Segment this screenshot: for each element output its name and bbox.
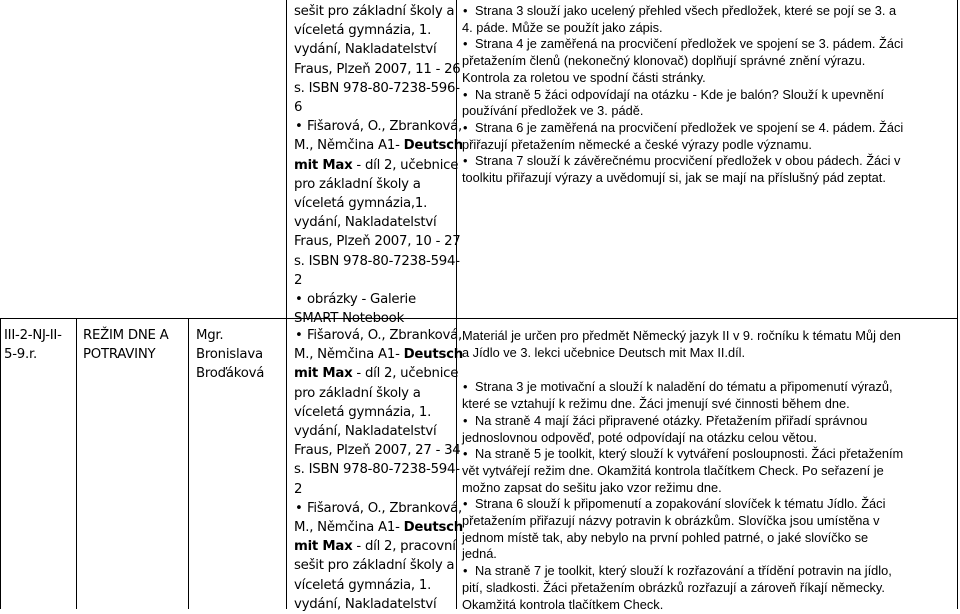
description-line: • Na straně 5 žáci odpovídají na otázku - Kde je balón? Slouží k upevnění	[462, 87, 956, 104]
table-divider	[76, 318, 77, 609]
materials-text: obrázky - Galerie	[307, 292, 416, 308]
description-line: • Strana 6 slouží k připomenutí a zopakování slovíček k tématu Jídlo. Žáci	[462, 496, 956, 513]
materials-text: vydání, Nakladatelství	[294, 215, 437, 231]
book-title-text: Deutsch	[403, 520, 464, 536]
materials-line	[294, 156, 459, 175]
materials-line	[294, 537, 454, 556]
materials-line	[294, 194, 454, 213]
description-line: jednoslovnou odpověď, poté odpovídají na otázku celou větou.	[462, 429, 818, 445]
intro-line: Materiál je určen pro předmět Německý jazyk II v 9. ročníku k tématu Můj den	[462, 328, 901, 343]
description-line: Okamžitá kontrola tlačítkem Check.	[462, 596, 664, 612]
intro-line: a Jídlo ve 3. lekci učebnice Deutsch mit Max II.díl.	[462, 344, 746, 360]
materials-line	[294, 117, 463, 136]
materials-line	[294, 556, 454, 575]
materials-line	[294, 460, 460, 479]
materials-line	[294, 252, 460, 271]
book-title-text: Deutsch	[403, 347, 464, 363]
materials-line	[294, 232, 461, 251]
spacer	[462, 361, 956, 379]
materials-text: pro základní školy a	[294, 385, 421, 401]
materials-line	[294, 364, 459, 383]
materials-text: - díl 2, učebnice	[352, 366, 459, 382]
materials-text: s. ISBN 978-80-7238-594-	[294, 462, 460, 478]
book-title-text: Deutsch	[403, 138, 464, 154]
lesson-title-cell	[83, 326, 187, 386]
materials-line	[294, 480, 454, 499]
book-title-text: mit Max	[294, 157, 353, 173]
materials-line	[294, 290, 454, 309]
materials-text: pro základní školy a	[294, 176, 421, 192]
materials-line	[294, 384, 454, 403]
author-name: Broďáková	[196, 366, 265, 382]
materials-line	[294, 403, 454, 422]
materials-text: SMART Notebook	[294, 311, 405, 327]
description-line: pití, sladkosti. Žáci přetažením obrázků rozřazují a zároveň říkají německy.	[462, 579, 885, 595]
materials-line	[294, 2, 454, 21]
description-line: • Strana 7 slouží k závěrečnému procvičení předložek v obou pádech. Žáci v	[462, 153, 956, 170]
description-line: jedná.	[462, 546, 497, 562]
description-line: 4. páde. Může se použít jako zápis.	[462, 19, 663, 35]
description-line: přiřazují přetažením německé a české výrazy podle významu.	[462, 136, 812, 152]
materials-text: 6	[294, 100, 303, 116]
materials-line	[294, 79, 460, 98]
description-line: jednom místě tak, aby nebylo na první pohled patrné, o jaké slovíčko se	[462, 529, 869, 545]
materials-cell	[294, 2, 464, 327]
description-line: • Na straně 4 mají žáci připravené otázky. Přetažením přiřadí správnou	[462, 413, 956, 430]
author-name: Mgr.	[196, 328, 224, 343]
materials-text: M., Němčina A1-	[294, 520, 404, 536]
materials-text: - díl 2, učebnice	[352, 157, 459, 173]
materials-text: - díl 2, pracovní	[352, 539, 456, 555]
description-line: • Strana 3 je motivační a slouží k naladění do tématu a připomenutí výrazů,	[462, 379, 956, 396]
materials-line	[294, 441, 461, 460]
table-border-right	[957, 0, 958, 609]
materials-line	[294, 98, 454, 117]
materials-line	[294, 422, 454, 441]
description-line: které se vztahují k režimu dne. Žáci jmenují své činnosti během dne.	[462, 396, 850, 412]
description-line: Kontrola za roletou ve spodní části stránky.	[462, 69, 706, 85]
author-cell	[196, 326, 284, 396]
book-title-text: mit Max	[294, 539, 353, 555]
materials-line	[294, 60, 461, 79]
lesson-code: 5-9.r.	[4, 347, 37, 363]
materials-text: vydání, Nakladatelství	[294, 596, 437, 612]
materials-line	[294, 136, 464, 155]
materials-text: sešit pro základní školy a	[294, 558, 455, 574]
table-border-left	[0, 318, 1, 609]
description-line: používání předložek ve 3. pádě.	[462, 103, 644, 119]
lesson-code: III-2-NJ-II-	[4, 328, 62, 343]
materials-text: víceletá gymnázia, 1.	[294, 404, 432, 420]
materials-line	[294, 40, 454, 59]
materials-text: M., Němčina A1-	[294, 138, 404, 154]
description-line: • Strana 6 je zaměřená na procvičení předložek ve spojení se 4. pádem. Žáci	[462, 120, 956, 137]
description-line: možno zapsat do sešitu jako vzor režimu dne.	[462, 479, 722, 495]
materials-line	[294, 518, 464, 537]
description-line: toolkitu přiřazují výrazy a uvědomují si, jak se mají na příslušný pád zeptat.	[462, 170, 886, 186]
lesson-title: REŽIM DNE A	[83, 328, 169, 343]
materials-line	[294, 213, 454, 232]
materials-line	[294, 21, 454, 40]
description-line: vět vytvářejí režim dne. Okamžitá kontrola tlačítkem Check. Po seřazení je	[462, 462, 884, 478]
materials-text: Fišarová, O., Zbranková,	[307, 500, 463, 516]
materials-text: víceletá gymnázia, 1.	[294, 23, 432, 39]
row-divider	[0, 318, 958, 319]
lesson-code-cell	[4, 326, 74, 386]
materials-line	[294, 499, 463, 518]
table-divider	[188, 318, 189, 609]
materials-text: Fraus, Plzeň 2007, 10 - 27	[294, 234, 461, 250]
materials-line	[294, 345, 464, 364]
materials-text: 2	[294, 481, 303, 497]
lesson-title: POTRAVINY	[83, 347, 156, 363]
author-name: Bronislava	[196, 347, 263, 363]
description-line: přetažením členů (nekonečný klonovač) doplňují správné znění výrazu.	[462, 53, 866, 69]
description-cell	[462, 3, 956, 315]
materials-text: Fišarová, O., Zbranková,	[307, 119, 463, 135]
materials-text: 2	[294, 272, 303, 288]
materials-text: Fišarová, O., Zbranková,	[307, 328, 463, 343]
description-line: • Strana 4 je zaměřená na procvičení předložek ve spojení se 3. pádem. Žáci	[462, 36, 956, 53]
materials-line	[294, 175, 454, 194]
materials-line	[294, 576, 454, 595]
materials-line	[294, 326, 463, 345]
materials-text: víceletá gymnázia, 1.	[294, 577, 432, 593]
materials-text: M., Němčina A1-	[294, 347, 404, 363]
materials-text: vydání, Nakladatelství	[294, 42, 437, 58]
materials-line	[294, 595, 454, 614]
description-line: • Na straně 7 je toolkit, který slouží k rozřazování a třídění potravin na jídlo,	[462, 563, 956, 580]
book-title-text: mit Max	[294, 366, 353, 382]
description-line: • Strana 3 slouží jako ucelený přehled všech předložek, které se pojí se 3. a	[462, 3, 956, 20]
materials-text: sešit pro základní školy a	[294, 4, 455, 19]
materials-text: Fraus, Plzeň 2007, 27 - 34	[294, 443, 461, 459]
materials-text: s. ISBN 978-80-7238-596-	[294, 80, 460, 96]
materials-cell	[294, 326, 464, 612]
description-cell	[462, 328, 956, 612]
materials-text: Fraus, Plzeň 2007, 11 - 26	[294, 61, 461, 77]
description-line: přetažením přiřazují názvy potravin k obrázkům. Slovíčka jsou umístěna v	[462, 513, 880, 529]
materials-text: víceletá gymnázia,1.	[294, 196, 428, 212]
materials-text: s. ISBN 978-80-7238-594-	[294, 253, 460, 269]
description-line: • Na straně 5 je toolkit, který slouží k vytváření posloupnosti. Žáci přetažením	[462, 446, 956, 463]
materials-line	[294, 271, 454, 290]
table-divider	[286, 0, 287, 609]
materials-text: vydání, Nakladatelství	[294, 424, 437, 440]
